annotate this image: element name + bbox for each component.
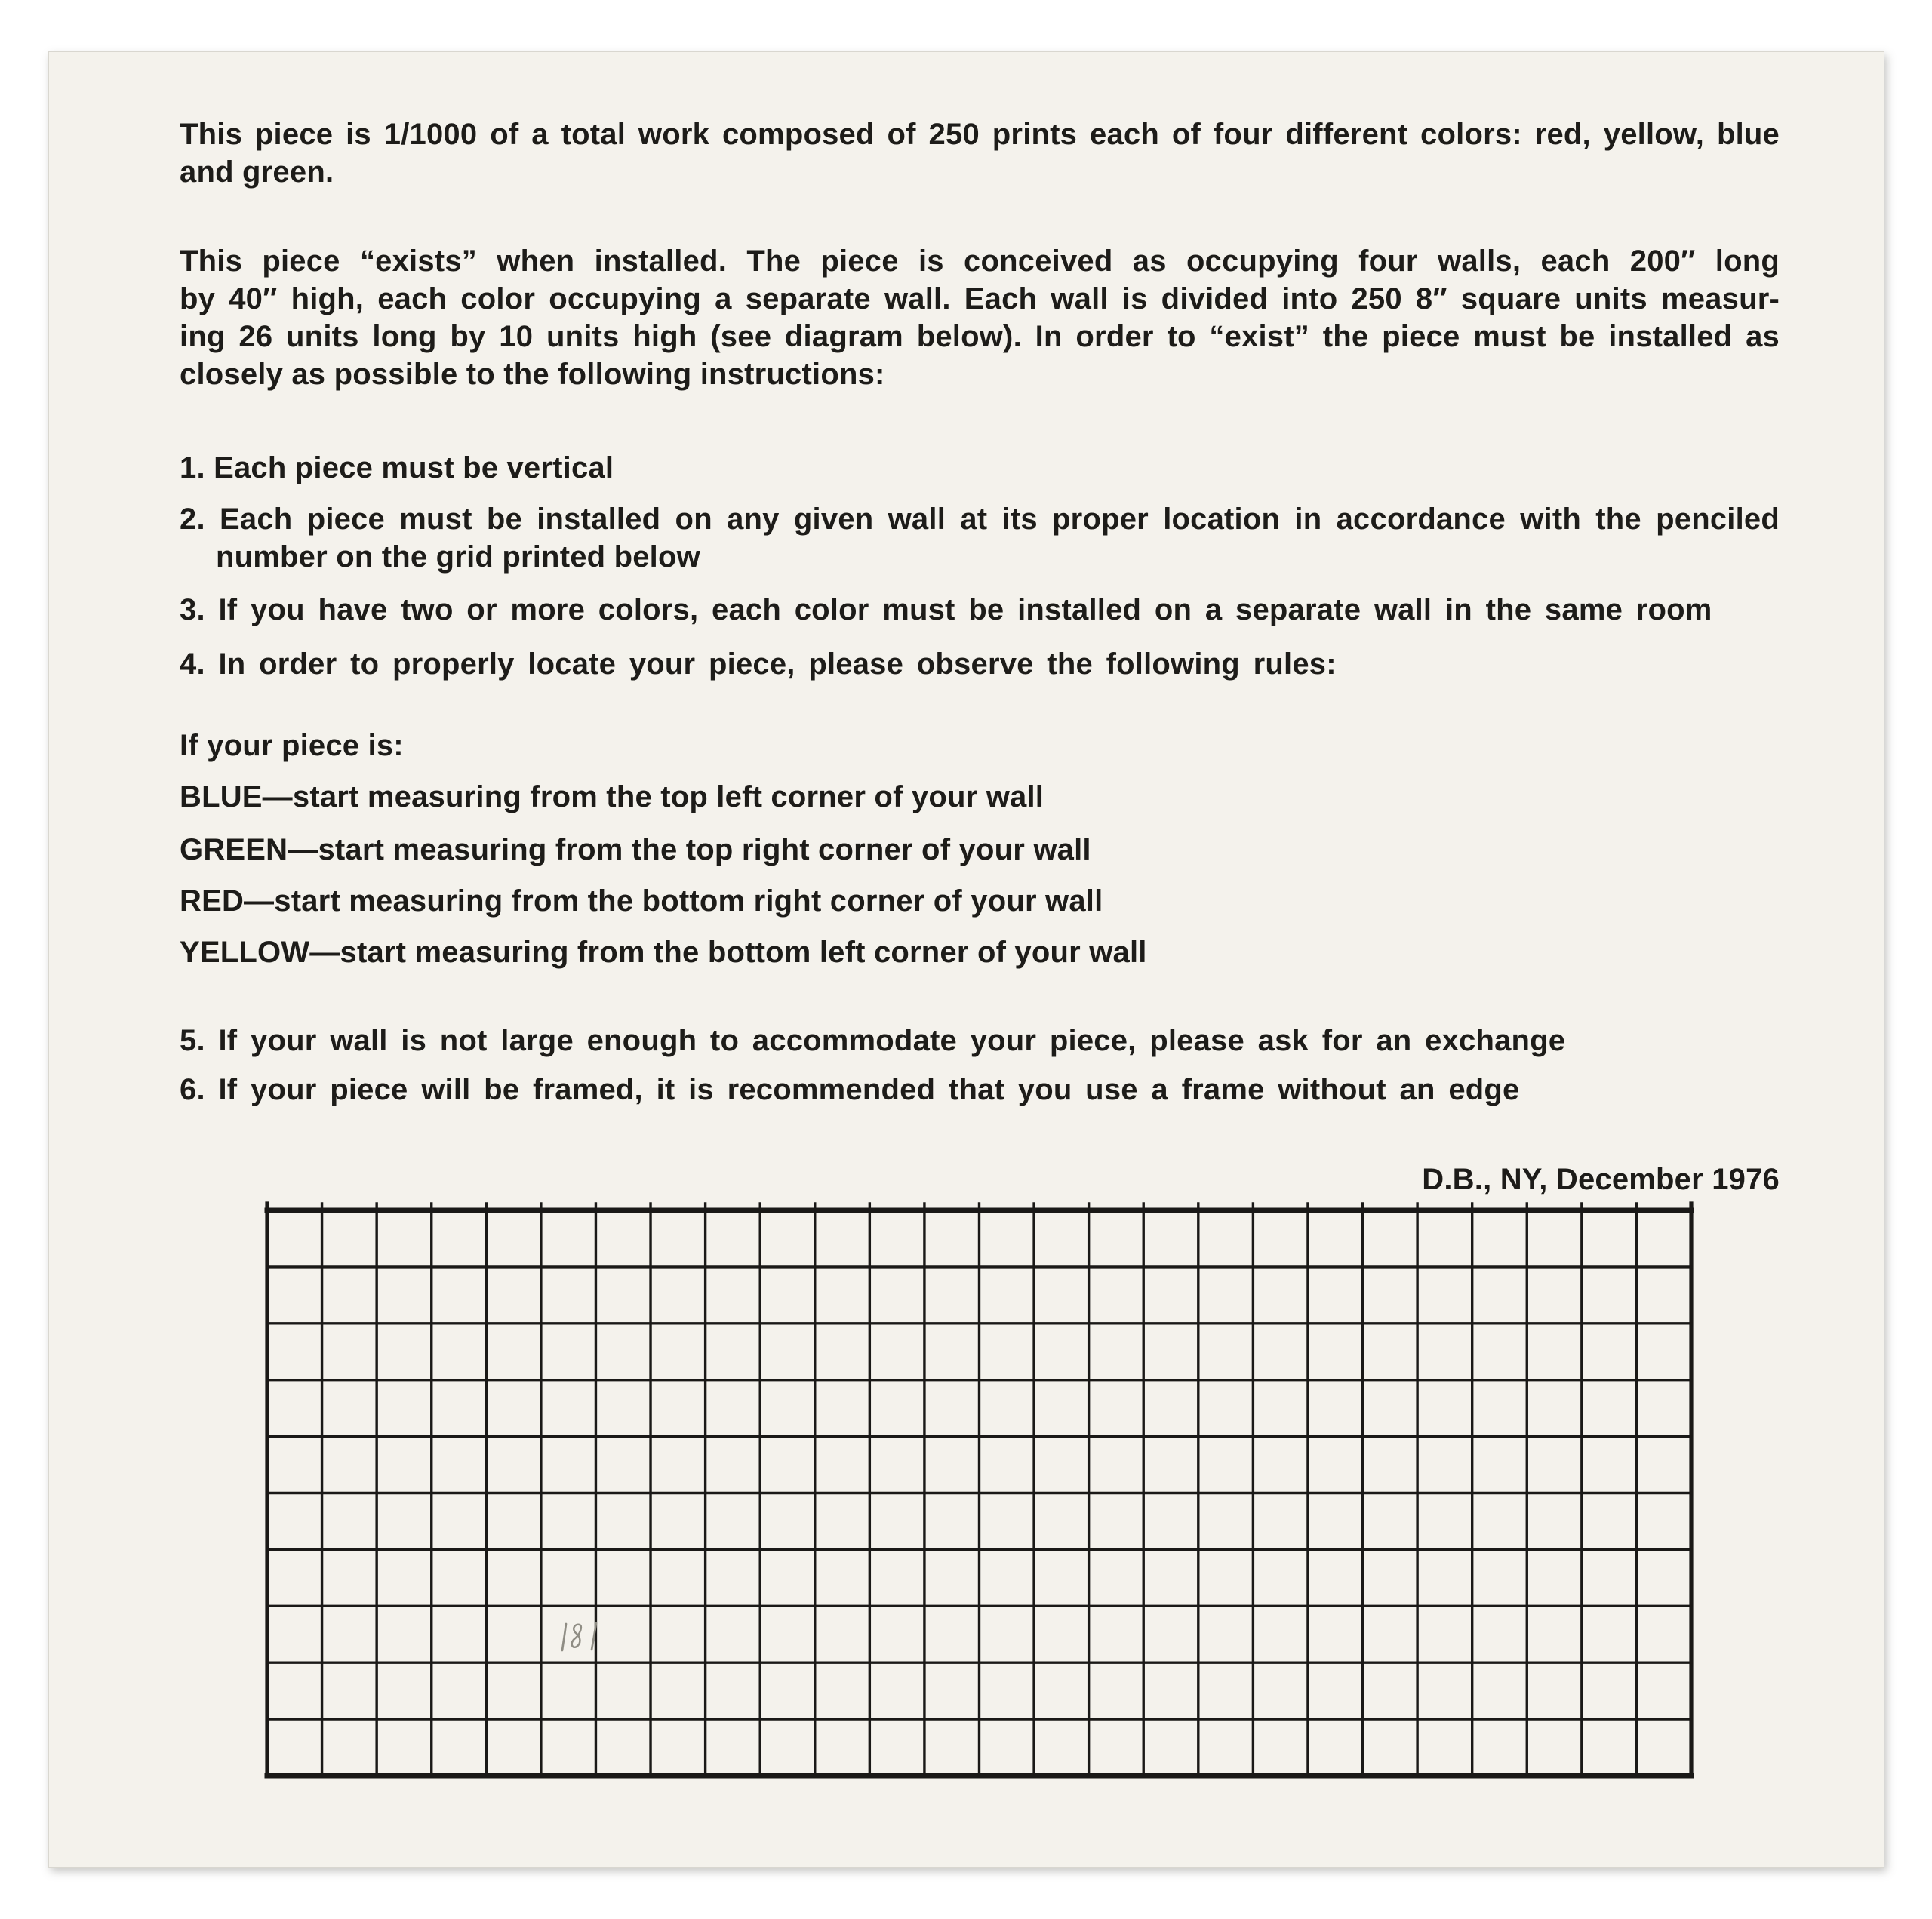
instruction-4: 4. In order to properly locate your piece, please observe the following rules:	[180, 647, 1337, 681]
wall-grid-svg	[267, 1210, 1691, 1776]
intro-line-2: and green.	[180, 155, 334, 189]
rules-header: If your piece is:	[180, 729, 404, 762]
instruction-5: 5. If your wall is not large enough to accommodate your piece, please ask for an exchange	[180, 1024, 1566, 1057]
rule-green: GREEN—start measuring from the top right corner of your wall	[180, 833, 1091, 866]
instruction-2	[180, 500, 1780, 576]
penciled-number	[541, 1606, 596, 1662]
pencil-stroke-digit-1b	[592, 1623, 596, 1650]
exists-line-3: ing 26 units long by 10 units high (see diagram below). In order to “exist” the piece must be installed as	[180, 320, 1780, 353]
rule-blue: BLUE—start measuring from the top left corner of your wall	[180, 780, 1044, 813]
instruction-2-line-2: number on the grid printed below	[216, 540, 700, 574]
rule-red: RED—start measuring from the bottom right corner of your wall	[180, 884, 1103, 918]
pencil-stroke-digit-8	[572, 1625, 581, 1647]
exists-line-1: This piece “exists” when installed. The piece is conceived as occupying four walls, each 200″ long	[180, 244, 1780, 278]
instruction-2-line-1: 2. Each piece must be installed on any given wall at its proper location in accordance with the penciled	[180, 503, 1780, 536]
instruction-1: 1. Each piece must be vertical	[180, 451, 614, 484]
signature-date: D.B., NY, December 1976	[1422, 1163, 1780, 1196]
exists-line-2: by 40″ high, each color occupying a separate wall. Each wall is divided into 250 8″ square units measur-	[180, 282, 1780, 315]
intro-paragraph	[180, 115, 1780, 191]
intro-line-1: This piece is 1/1000 of a total work composed of 250 prints each of four different colors: red, yellow, blue	[180, 118, 1780, 151]
instruction-6: 6. If your piece will be framed, it is recommended that you use a frame without an edge	[180, 1073, 1520, 1106]
certificate-paper	[48, 51, 1884, 1868]
wall-diagram-grid	[267, 1210, 1691, 1776]
exists-line-4: closely as possible to the following instructions:	[180, 358, 885, 391]
rule-yellow: YELLOW—start measuring from the bottom left corner of your wall	[180, 936, 1147, 969]
pencil-stroke-digit-1a	[562, 1624, 566, 1650]
exists-paragraph	[180, 242, 1780, 393]
instruction-3: 3. If you have two or more colors, each color must be installed on a separate wall in the same room	[180, 593, 1712, 626]
